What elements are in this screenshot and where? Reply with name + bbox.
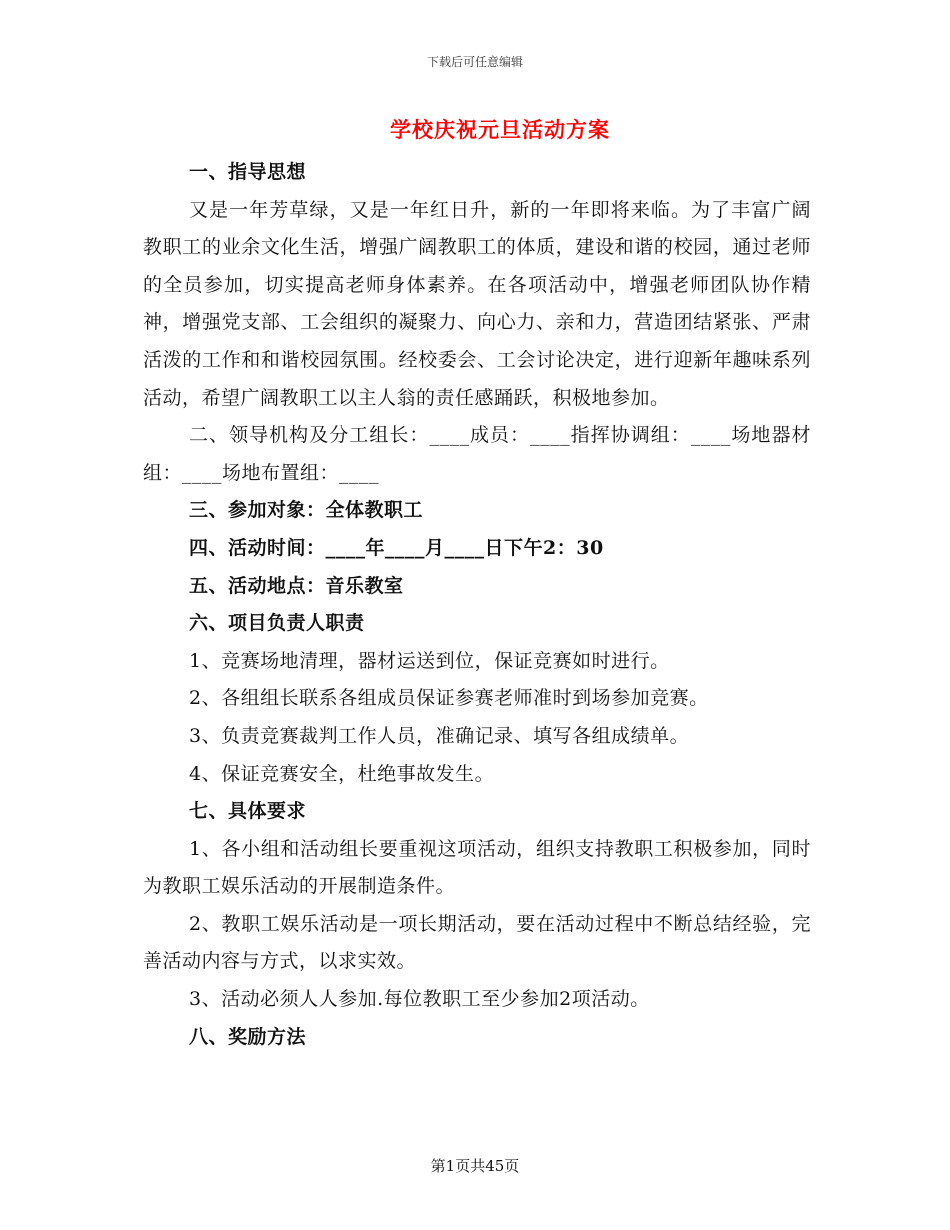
section-heading-rewards: 八、奖励方法	[189, 1025, 307, 1048]
list-item-requirement: 3、活动必须人人参加.每位教职工至少参加2项活动。	[189, 988, 650, 1011]
section-activity-location: 五、活动地点：音乐教室	[189, 574, 404, 597]
section-heading-responsibilities: 六、项目负责人职责	[189, 612, 365, 635]
section-heading-requirements: 七、具体要求	[189, 800, 307, 823]
document-body	[143, 154, 811, 1056]
list-item-responsibility: 4、保证竞赛安全，杜绝事故发生。	[189, 762, 495, 785]
list-item-responsibility: 2、各组组长联系各组成员保证参赛老师准时到场参加竞赛。	[189, 687, 709, 710]
list-item-requirement: 2、教职工娱乐活动是一项长期活动，要在活动过程中不断总结经验，完善活动内容与方式，以求实效。	[143, 912, 811, 973]
section-activity-time: 四、活动时间：____年____月____日下午2：30	[189, 536, 604, 559]
header-note: 下载后可任意编辑	[426, 55, 523, 69]
list-item-responsibility: 1、竞赛场地清理，器材运送到位，保证竞赛如时进行。	[189, 649, 670, 672]
page-footer: 第1页共45页	[430, 1157, 520, 1175]
list-item-requirement: 1、各小组和活动组长要重视这项活动，组织支持教职工积极参加，同时为教职工娱乐活动的开展制造条件。	[143, 837, 811, 898]
document-title: 学校庆祝元旦活动方案	[390, 117, 610, 142]
section-heading-guiding-thought: 一、指导思想	[189, 161, 307, 183]
section-participants: 三、参加对象：全体教职工	[189, 499, 424, 522]
section-paragraph-guiding-thought: 又是一年芳草绿，又是一年红日升，新的一年即将来临。为了丰富广阔教职工的业余文化生活，增强广阔教职工的体质，建设和谐的校园，通过老师的全员参加，切实提高老师身体素养。在各项活动中，增强老师团队协作精神，增强党支部、工会组织的凝聚力、向心力、亲和力，营造团结紧张、严肃活泼的工作和和谐校园氛围。经校委会、工会讨论决定，进行迎新年趣味系列活动，希望广阔教职工以主人翁的责任感踊跃，积极地参加。	[143, 198, 811, 409]
list-item-responsibility: 3、负责竞赛裁判工作人员，准确记录、填写各组成绩单。	[189, 724, 690, 747]
section-leadership: 二、领导机构及分工组长：____成员：____指挥协调组：____场地器材组：____场地布置组：____	[143, 424, 811, 484]
